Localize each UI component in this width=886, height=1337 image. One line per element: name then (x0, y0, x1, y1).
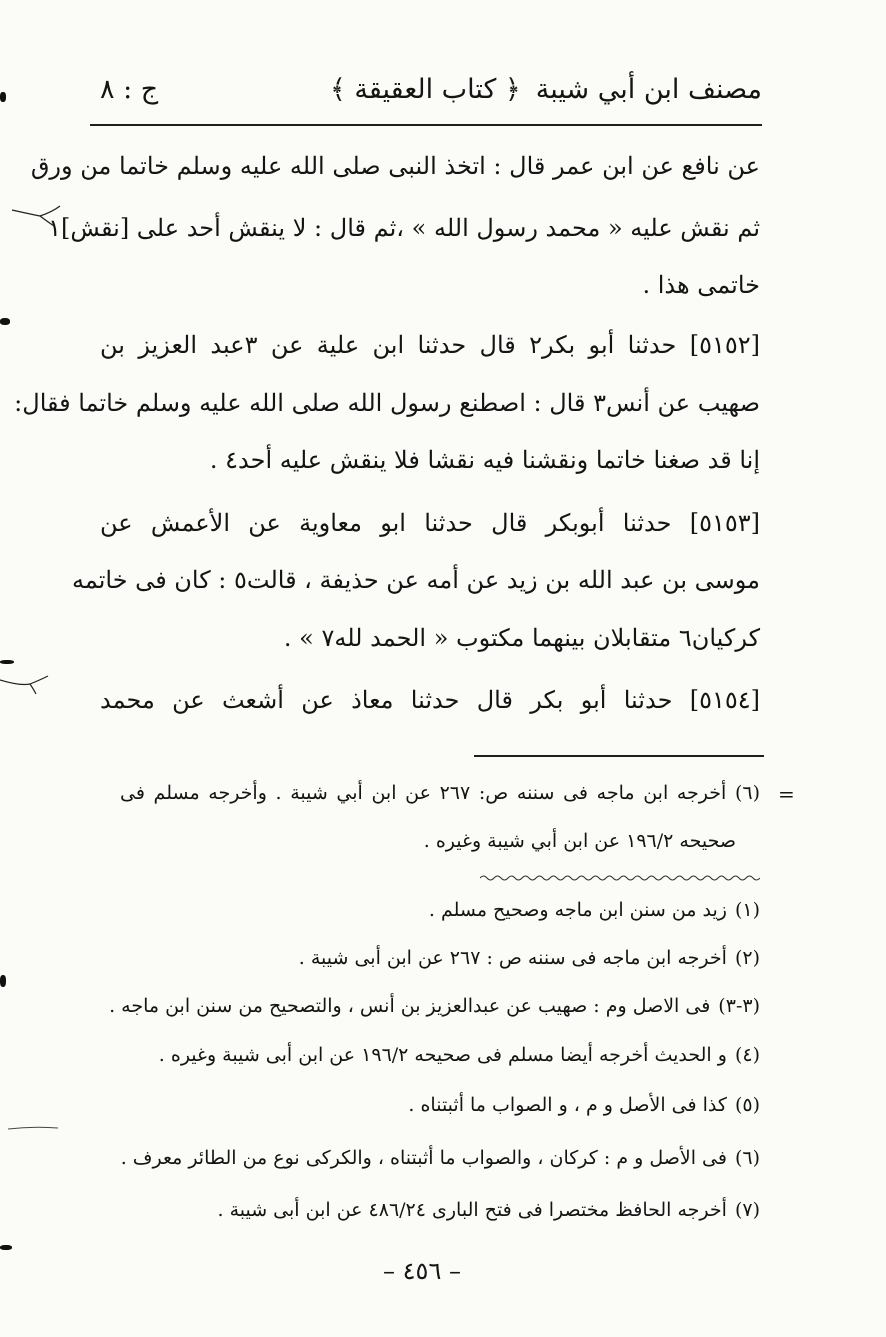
footnote-text: فى الاصل وم : صهيب عن عبدالعزيز بن أنس ، والتصحيح من سنن ابن ماجه . (109, 995, 711, 1017)
footnote-number: (٥) (734, 1094, 760, 1116)
footnote-text: كذا فى الأصل و م ، و الصواب ما أثبتناه . (408, 1094, 727, 1116)
body-line: [٥١٥٣] حدثنا أبوبكر قال حدثنا ابو معاوية عن الأعمش عن (100, 509, 760, 537)
footnote-text: و الحديث أخرجه أيضا مسلم فى صحيحه ١٩٦/٢ عن ابن أبى شيبة وغيره . (158, 1044, 727, 1066)
page-number: – ٤٥٦ – (383, 1257, 461, 1285)
scan-mark (0, 975, 6, 987)
footnote-text: أخرجه الحافظ مختصرا فى فتح البارى ٤٨٦/٢٤ عن ابن أبى شيبة . (217, 1199, 727, 1221)
footnote-number: (٣-٣) (718, 995, 760, 1017)
footnote-text: أخرجه ابن ماجه فى سننه ص : ٢٦٧ عن ابن أبى شيبة . (298, 947, 727, 969)
body-line: كركيان٦ متقابلان بينهما مكتوب « الحمد لله٧ » . (283, 624, 760, 652)
footnote (120, 945, 760, 971)
footnote (109, 993, 760, 1019)
continuation-marker: = (778, 782, 795, 806)
volume-number: ج : ٨ (100, 74, 159, 105)
book-title: مصنف ابن أبي شيبة (535, 74, 762, 105)
footnote (120, 1092, 760, 1118)
footnote-number: (٤) (734, 1044, 760, 1066)
footnote-number: (١) (734, 899, 760, 921)
body-line: ثم نقش عليه « محمد رسول الله » ،ثم قال : لا ينقش أحد على [نقش]١ (48, 214, 760, 242)
footnote (120, 1145, 760, 1171)
footnote-number: (٢) (734, 947, 760, 969)
footnote (120, 1197, 760, 1223)
body-line: إنا قد صغنا خاتما ونقشنا فيه نقشا فلا ينقش عليه أحد٤ . (209, 446, 760, 474)
footnote-separator (474, 755, 764, 757)
body-line: [٥١٥٢] حدثنا أبو بكر٢ قال حدثنا ابن علية عن ٣عبد العزيز بن (100, 331, 761, 359)
body-line: خاتمى هذا . (642, 271, 760, 299)
scan-mark (10, 200, 62, 230)
footnote (120, 1042, 760, 1068)
scan-mark (8, 1122, 58, 1136)
scan-mark (0, 1245, 12, 1250)
section-title: ﴿ كتاب العقيقة ﴾ (330, 74, 521, 105)
footnote (120, 897, 760, 923)
footnote-number: (٧) (734, 1199, 760, 1221)
continued-note-line: صحيحه ١٩٦/٢ عن ابن أبي شيبة وغيره . (423, 830, 736, 852)
footnote-text: زيد من سنن ابن ماجه وصحيح مسلم . (428, 899, 727, 921)
header-rule (90, 124, 762, 126)
scan-mark (0, 92, 6, 102)
body-line: صهيب عن أنس٣ قال : اصطنع رسول الله صلى الله عليه وسلم خاتما فقال: (14, 389, 760, 417)
scan-mark (0, 672, 50, 696)
body-line: عن نافع عن ابن عمر قال : اتخذ النبى صلى الله عليه وسلم خاتما من ورق (30, 152, 760, 180)
body-line: موسى بن عبد الله بن زيد عن أمه عن حذيفة ، قالت٥ : كان فى خاتمه (71, 566, 760, 594)
wavy-separator (480, 874, 760, 882)
continued-note-line: (٦) أخرجه ابن ماجه فى سننه ص: ٢٦٧ عن ابن أبي شيبة . وأخرجه مسلم فى (120, 782, 761, 804)
footnote-number: (٦) (734, 1147, 760, 1169)
scan-mark (0, 660, 14, 664)
body-line: [٥١٥٤] حدثنا أبو بكر قال حدثنا معاذ عن أشعث عن محمد (100, 686, 760, 714)
scan-mark (0, 318, 10, 325)
footnote-text: فى الأصل و م : كركان ، والصواب ما أثبتناه ، والكركى نوع من الطائر معرف . (120, 1147, 727, 1169)
